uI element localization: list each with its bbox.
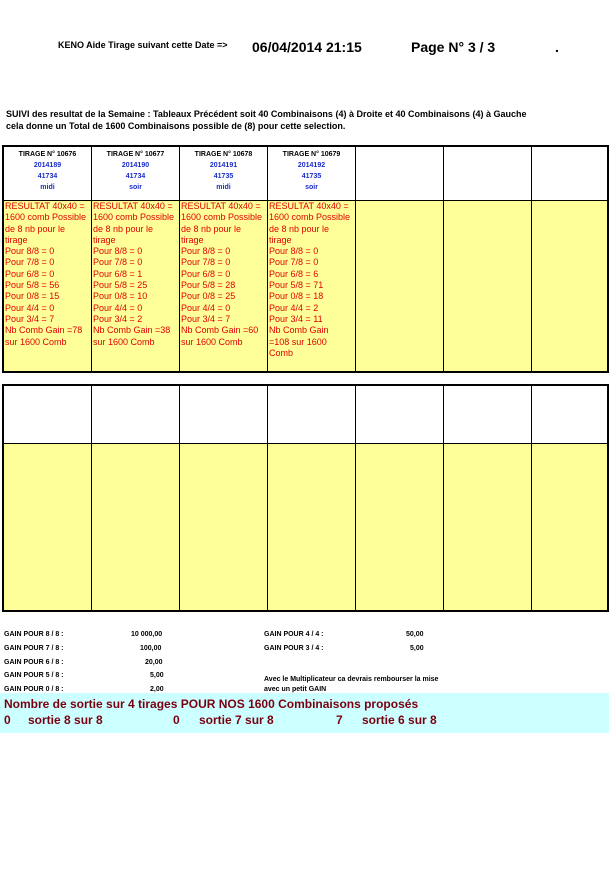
empty-header — [444, 147, 531, 201]
result-line: Comb — [269, 347, 294, 358]
result-line: Pour 8/8 = 0 — [5, 246, 55, 257]
draw-result — [180, 201, 267, 371]
empty-column — [532, 386, 607, 610]
result-line: tirage — [269, 234, 292, 245]
empty-column — [268, 386, 356, 610]
empty-grid — [2, 384, 609, 612]
header-datetime: 06/04/2014 21:15 — [252, 39, 362, 55]
empty-body — [268, 444, 355, 610]
result-line: Nb Comb Gain =38 — [93, 325, 171, 336]
draw-title: TIRAGE N° 10678 — [194, 151, 253, 158]
empty-body — [444, 444, 531, 610]
draw-column — [4, 147, 92, 371]
result-line: 1600 comb Possible — [269, 212, 351, 223]
draw-result — [92, 201, 179, 371]
summary-label: sortie 7 sur 8 — [199, 713, 274, 727]
result-line: Pour 5/8 = 71 — [269, 280, 324, 291]
draw-result — [268, 201, 355, 371]
summary-banner — [0, 693, 609, 733]
draw-number: 41734 — [125, 173, 146, 180]
result-line: Pour 7/8 = 0 — [269, 257, 319, 268]
result-line: Pour 4/4 = 2 — [269, 302, 319, 313]
empty-header — [444, 386, 531, 444]
result-line: Pour 3/4 = 11 — [269, 313, 323, 324]
empty-header — [356, 386, 443, 444]
draw-header — [268, 147, 355, 201]
empty-header — [356, 147, 443, 201]
empty-column — [444, 386, 532, 610]
empty-body — [4, 444, 91, 610]
result-line: Pour 6/8 = 0 — [5, 268, 55, 279]
empty-column — [4, 386, 92, 610]
summary-count: 0 — [173, 713, 180, 727]
result-line: sur 1600 Comb — [5, 336, 67, 347]
draw-date: 2014189 — [33, 162, 62, 169]
gain-value: 5,00 — [410, 645, 424, 652]
draw-column — [92, 147, 180, 371]
result-line: Pour 3/4 = 7 — [181, 313, 231, 324]
draw-header — [92, 147, 179, 201]
empty-column — [180, 386, 268, 610]
draw-title: TIRAGE N° 10679 — [282, 151, 341, 158]
note-line-2: avec un petit GAIN — [264, 686, 327, 693]
summary-label: sortie 6 sur 8 — [362, 713, 437, 727]
draw-date: 2014192 — [297, 162, 326, 169]
empty-header — [92, 386, 179, 444]
result-line: Nb Comb Gain — [269, 325, 329, 336]
result-line: Nb Comb Gain =78 — [5, 325, 83, 336]
result-line: Pour 8/8 = 0 — [269, 246, 319, 257]
empty-body — [532, 444, 607, 610]
result-line: tirage — [5, 234, 28, 245]
result-line: Pour 4/4 = 0 — [93, 302, 143, 313]
empty-column — [92, 386, 180, 610]
gain-label: GAIN POUR 4 / 4 : — [264, 631, 324, 638]
result-line: Pour 0/8 = 18 — [269, 291, 324, 302]
draw-period: soir — [305, 184, 318, 191]
result-line: sur 1600 Comb — [181, 336, 243, 347]
draw-header — [4, 147, 91, 201]
result-line: 1600 comb Possible — [5, 212, 87, 223]
results-grid — [2, 145, 609, 373]
note-line-1: Avec le Multiplicateur ca devrais rembourser la mise — [264, 676, 439, 683]
result-line: Nb Comb Gain =60 — [181, 325, 259, 336]
draw-column — [268, 147, 356, 371]
gain-value: 50,00 — [406, 631, 424, 638]
result-line: RESULTAT 40x40 = — [181, 201, 261, 211]
header-label: KENO Aide Tirage suivant cette Date => — [58, 40, 228, 50]
empty-body — [356, 444, 443, 610]
summary-label: sortie 8 sur 8 — [28, 713, 103, 727]
draw-column — [180, 147, 268, 371]
result-line: Pour 6/8 = 0 — [181, 268, 231, 279]
result-line: de 8 nb pour le — [269, 223, 330, 234]
empty-header — [268, 386, 355, 444]
result-line: tirage — [181, 234, 204, 245]
empty-body — [444, 201, 531, 371]
result-line: Pour 0/8 = 25 — [181, 291, 236, 302]
draw-number: 41735 — [213, 173, 234, 180]
empty-header — [532, 386, 607, 444]
empty-column — [356, 386, 444, 610]
summary-count: 7 — [336, 713, 343, 727]
empty-header — [180, 386, 267, 444]
result-line: Pour 0/8 = 10 — [93, 291, 148, 302]
result-line: RESULTAT 40x40 = — [5, 201, 85, 211]
result-line: Pour 5/8 = 28 — [181, 280, 236, 291]
draw-header — [180, 147, 267, 201]
result-line: de 8 nb pour le — [5, 223, 66, 234]
gain-value: 2,00 — [150, 686, 164, 693]
gain-value: 5,00 — [150, 672, 164, 679]
result-line: Pour 3/4 = 7 — [5, 313, 55, 324]
gain-value: 10 000,00 — [131, 631, 163, 638]
draw-period: midi — [40, 184, 55, 191]
empty-header — [532, 147, 607, 201]
result-line: Pour 7/8 = 0 — [93, 257, 143, 268]
empty-body — [180, 444, 267, 610]
empty-body — [356, 201, 443, 371]
result-line: Pour 7/8 = 0 — [181, 257, 231, 268]
empty-header — [4, 386, 91, 444]
draw-title: TIRAGE N° 10677 — [106, 151, 165, 158]
intro-line-2: cela donne un Total de 1600 Combinaisons possible de (8) pour cette selection. — [6, 121, 346, 131]
gain-label: GAIN POUR 3 / 4 : — [264, 645, 324, 652]
gain-label: GAIN POUR 8 / 8 : — [4, 631, 64, 638]
result-line: RESULTAT 40x40 = — [269, 201, 349, 211]
result-line: Pour 3/4 = 2 — [93, 313, 143, 324]
draw-number: 41735 — [301, 173, 322, 180]
draw-date: 2014191 — [209, 162, 238, 169]
draw-period: soir — [129, 184, 142, 191]
draw-date: 2014190 — [121, 162, 150, 169]
result-line: Pour 5/8 = 56 — [5, 280, 60, 291]
summary-count: 0 — [4, 713, 11, 727]
intro-line-1: SUIVI des resultat de la Semaine : Tableaux Précédent soit 40 Combinaisons (4) à Droite et 40 Combinaisons (4) à Gauche — [6, 109, 527, 119]
result-line: de 8 nb pour le — [181, 223, 242, 234]
result-line: sur 1600 Comb — [93, 336, 155, 347]
empty-column — [532, 147, 607, 371]
result-line: Pour 7/8 = 0 — [5, 257, 55, 268]
empty-column — [356, 147, 444, 371]
summary-title: Nombre de sortie sur 4 tirages POUR NOS 1600 Combinaisons proposés — [4, 697, 419, 711]
result-line: Pour 8/8 = 0 — [181, 246, 231, 257]
result-line: Pour 8/8 = 0 — [93, 246, 143, 257]
header-dot: . — [555, 39, 559, 55]
result-line: Pour 6/8 = 1 — [93, 268, 143, 279]
empty-body — [532, 201, 607, 371]
gain-label: GAIN POUR 0 / 8 : — [4, 686, 64, 693]
empty-body — [92, 444, 179, 610]
result-line: 1600 comb Possible — [93, 212, 175, 223]
result-line: de 8 nb pour le — [93, 223, 154, 234]
result-line: RESULTAT 40x40 = — [93, 201, 173, 211]
result-line: =108 sur 1600 — [269, 336, 327, 347]
page-number: Page N° 3 / 3 — [411, 39, 496, 55]
empty-column — [444, 147, 532, 371]
result-line: Pour 4/4 = 0 — [181, 302, 231, 313]
draw-result — [4, 201, 91, 371]
result-line: Pour 0/8 = 15 — [5, 291, 60, 302]
result-line: Pour 5/8 = 25 — [93, 280, 148, 291]
gain-label: GAIN POUR 7 / 8 : — [4, 645, 64, 652]
draw-title: TIRAGE N° 10676 — [18, 151, 77, 158]
result-line: tirage — [93, 234, 116, 245]
gain-label: GAIN POUR 6 / 8 : — [4, 659, 64, 666]
gain-value: 100,00 — [140, 645, 162, 652]
draw-period: midi — [216, 184, 231, 191]
result-line: 1600 comb Possible — [181, 212, 263, 223]
result-line: Pour 4/4 = 0 — [5, 302, 55, 313]
result-line: Pour 6/8 = 6 — [269, 268, 319, 279]
gain-value: 20,00 — [145, 659, 163, 666]
gain-label: GAIN POUR 5 / 8 : — [4, 672, 64, 679]
draw-number: 41734 — [37, 173, 58, 180]
